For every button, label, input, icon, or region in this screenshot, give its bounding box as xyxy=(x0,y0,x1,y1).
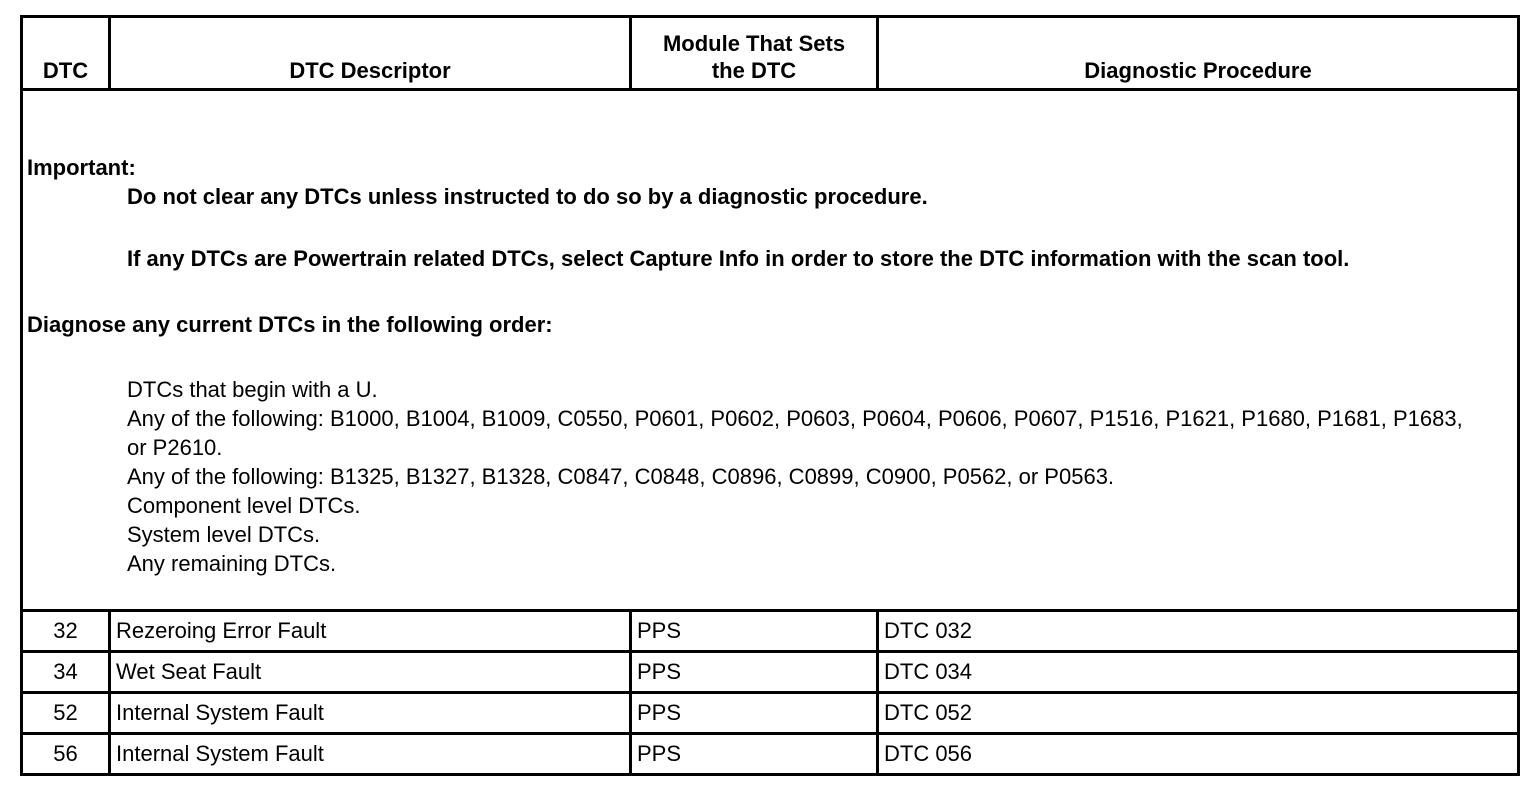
dtc-descriptor-cell: Wet Seat Fault xyxy=(110,652,631,693)
module-cell: PPS xyxy=(631,652,878,693)
notes-row xyxy=(22,90,1519,611)
notes-cell xyxy=(22,90,1519,611)
module-cell: PPS xyxy=(631,693,878,734)
notes-block xyxy=(23,91,1517,578)
procedure-cell: DTC 052 xyxy=(878,693,1519,734)
dtc-code-cell: 52 xyxy=(22,693,110,734)
table-row xyxy=(22,693,1519,734)
order-item: Component level DTCs. xyxy=(127,493,361,518)
order-item: System level DTCs. xyxy=(127,522,321,547)
dtc-code-cell: 34 xyxy=(22,652,110,693)
dtc-code-cell: 56 xyxy=(22,734,110,775)
table-row xyxy=(22,652,1519,693)
header-dtc-descriptor: DTC Descriptor xyxy=(110,17,631,90)
important-note: Do not clear any DTCs unless instructed to do so by a diagnostic procedure. xyxy=(127,184,928,209)
header-module-line1: Module That Sets xyxy=(662,31,846,56)
table-row xyxy=(22,734,1519,775)
dtc-code-cell: 32 xyxy=(22,611,110,652)
module-cell: PPS xyxy=(631,734,878,775)
header-dtc: DTC xyxy=(22,17,110,90)
order-item: Any of the following: B1325, B1327, B1328, C0847, C0848, C0896, C0899, C0900, P0562, or P0563. xyxy=(127,464,1115,489)
dtc-descriptor-cell: Rezeroing Error Fault xyxy=(110,611,631,652)
order-item: Any remaining DTCs. xyxy=(127,551,337,576)
header-module-line2: the DTC xyxy=(711,58,797,83)
order-heading: Diagnose any current DTCs in the following order: xyxy=(27,312,553,337)
dtc-descriptor-cell: Internal System Fault xyxy=(110,693,631,734)
module-cell: PPS xyxy=(631,611,878,652)
procedure-cell: DTC 034 xyxy=(878,652,1519,693)
dtc-descriptor-cell: Internal System Fault xyxy=(110,734,631,775)
order-list xyxy=(27,375,1517,578)
procedure-cell: DTC 056 xyxy=(878,734,1519,775)
important-note: If any DTCs are Powertrain related DTCs, select Capture Info in order to store the DTC information with the scan tool. xyxy=(127,246,1350,271)
header-module xyxy=(631,17,878,90)
procedure-cell: DTC 032 xyxy=(878,611,1519,652)
dtc-table xyxy=(20,15,1520,776)
table-row xyxy=(22,611,1519,652)
header-diagnostic-procedure: Diagnostic Procedure xyxy=(878,17,1519,90)
order-item: Any of the following: B1000, B1004, B1009, C0550, P0601, P0602, P0603, P0604, P0606, P0607, P1516, P1621, P1680, P1681, P1683, or P2610. xyxy=(127,406,1463,460)
order-item: DTCs that begin with a U. xyxy=(127,377,378,402)
important-heading: Important: xyxy=(27,155,136,180)
header-row xyxy=(22,17,1519,90)
